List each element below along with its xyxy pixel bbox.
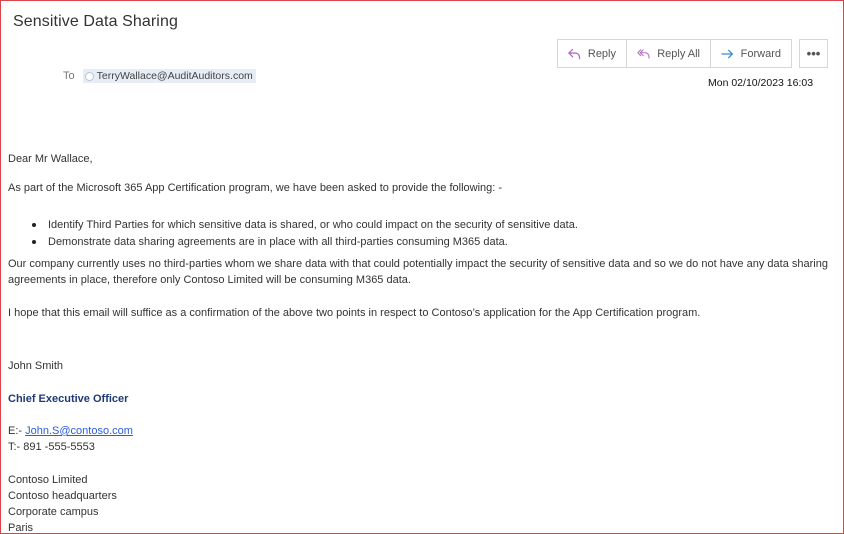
forward-button[interactable] (711, 40, 791, 67)
reply-all-button[interactable] (627, 40, 711, 67)
greeting: Dear Mr Wallace, (8, 153, 93, 165)
list-item: Identify Third Parties for which sensitive data is shared, or who could impact on the security of sensitive data. (8, 217, 578, 234)
signature-phone: T:- 891 -555-5553 (8, 441, 95, 453)
address-line: Contoso Limited (8, 474, 88, 486)
response-button-group (557, 39, 792, 68)
list-item: Demonstrate data sharing agreements are in place with all third-parties consuming M365 data. (8, 234, 578, 251)
signature-email-line (8, 423, 133, 439)
recipient-chip[interactable] (83, 69, 256, 83)
forward-label: Forward (740, 47, 781, 60)
reply-label: Reply (587, 47, 616, 60)
to-row (63, 69, 256, 83)
reply-icon (568, 48, 581, 60)
reply-all-icon (637, 48, 650, 60)
presence-icon (85, 72, 94, 81)
address-line: Corporate campus (8, 506, 99, 518)
to-label: To (63, 70, 75, 82)
reply-button[interactable] (558, 40, 627, 67)
signature-title: Chief Executive Officer (8, 393, 129, 405)
more-icon: ••• (806, 46, 821, 61)
forward-icon (721, 49, 734, 59)
signature-name: John Smith (8, 360, 64, 372)
intro-paragraph: As part of the Microsoft 365 App Certification program, we have been asked to provide the following: - (8, 182, 503, 194)
requirements-list (8, 217, 578, 251)
address-line: Contoso headquarters (8, 490, 117, 502)
message-actions (557, 39, 828, 68)
recipient-address: TerryWallace@AuditAuditors.com (96, 70, 253, 82)
email-subject: Sensitive Data Sharing (13, 13, 178, 30)
received-timestamp: Mon 02/10/2023 16:03 (708, 77, 814, 89)
reply-all-label: Reply All (657, 47, 700, 60)
more-actions-button[interactable] (799, 39, 828, 68)
address-line: Paris (8, 522, 34, 534)
company-statement: Our company currently uses no third-parties whom we share data with that could potentially impact the security of sensitive data and so we do not have any data sharing agreements in place, therefore only Contoso Limited will be consuming M365 data. (8, 258, 828, 286)
signature-email-link[interactable]: John.S@contoso.com (25, 425, 133, 437)
signature-address (8, 472, 117, 534)
email-prefix: E:- (8, 425, 26, 437)
closing-paragraph: I hope that this email will suffice as a confirmation of the above two points in respect to Contoso’s application for the App Certification program. (8, 307, 701, 319)
